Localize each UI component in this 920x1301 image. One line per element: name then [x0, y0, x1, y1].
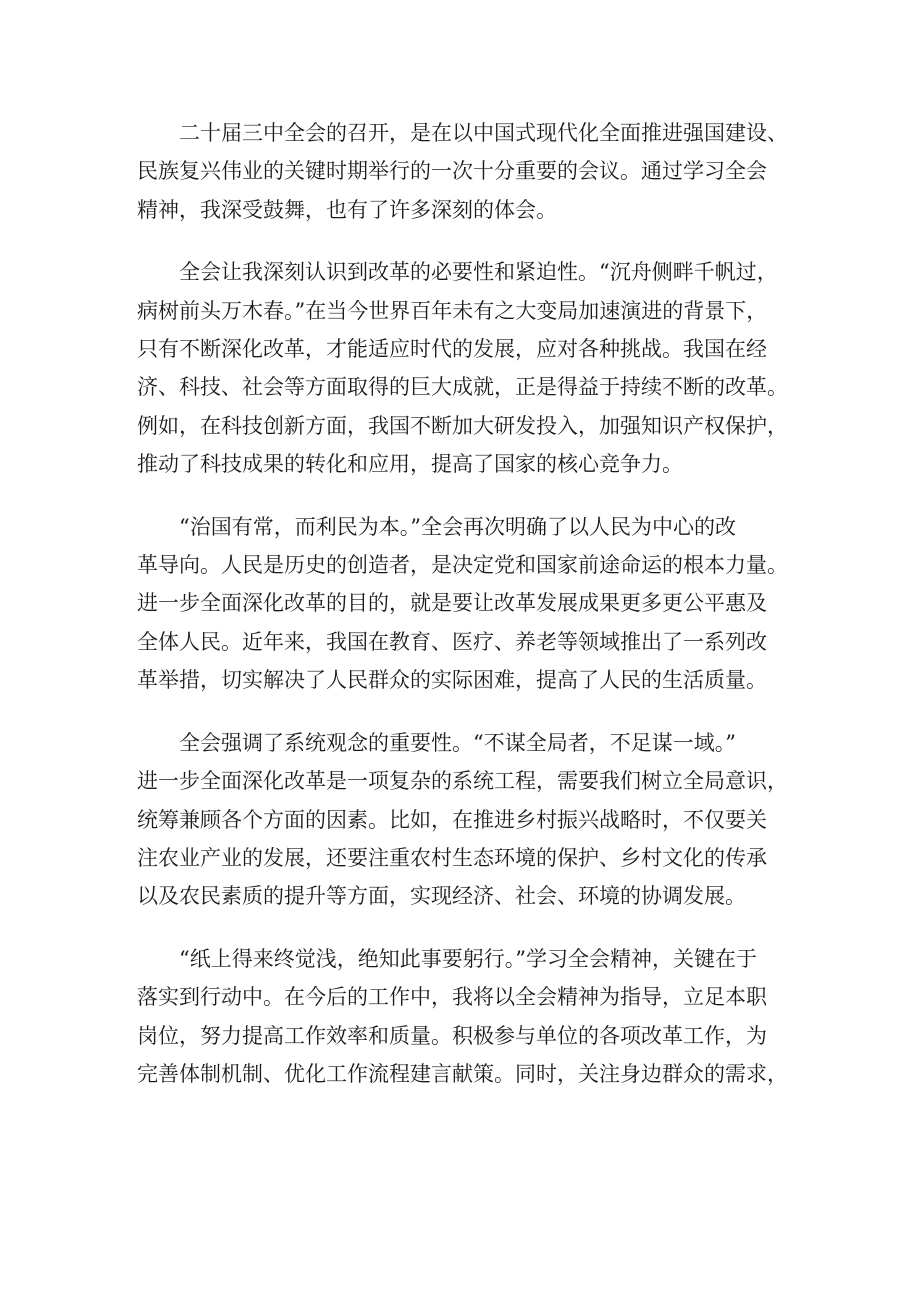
- paragraph-line: 病树前头万木春。”在当今世界百年未有之大变局加速演进的背景下，: [137, 298, 768, 323]
- paragraph-line: 进一步全面深化改革的目的，就是要让改革发展成果更多更公平惠及: [137, 591, 767, 616]
- document-body: [137, 114, 797, 1117]
- paragraph-line: 例如，在科技创新方面，我国不断加大研发投入，加强知识产权保护，: [137, 413, 788, 438]
- paragraph-5: [137, 940, 797, 1094]
- paragraph-line: 岗位，努力提高工作效率和质量。积极参与单位的各项改革工作，为: [137, 1023, 767, 1048]
- paragraph-line: 只有不断深化改革，才能适应时代的发展，应对各种挑战。我国在经: [137, 337, 767, 362]
- paragraph-line: 革导向。人民是历史的创造者，是决定党和国家前途命运的根本力量。: [137, 553, 788, 578]
- paragraph-line: “纸上得来终觉浅，绝知此事要躬行。”学习全会精神，关键在于: [179, 946, 757, 971]
- paragraph-line: “治国有常，而利民为本。”全会再次明确了以人民为中心的改: [179, 514, 736, 539]
- paragraph-2: [137, 253, 797, 483]
- paragraph-line: 完善体制机制、优化工作流程建言献策。同时，关注身边群众的需求，: [137, 1061, 788, 1086]
- paragraph-line: 民族复兴伟业的关键时期举行的一次十分重要的会议。通过学习全会: [137, 159, 767, 184]
- paragraph-line: 进一步全面深化改革是一项复杂的系统工程，需要我们树立全局意识，: [137, 769, 788, 794]
- paragraph-1: [137, 114, 797, 229]
- paragraph-line: 全会强调了系统观念的重要性。“不谋全局者，不足谋一域。”: [179, 730, 736, 755]
- paragraph-line: 推动了科技成果的转化和应用，提高了国家的核心竞争力。: [137, 452, 683, 477]
- paragraph-line: 二十届三中全会的召开，是在以中国式现代化全面推进强国建设、: [179, 121, 788, 145]
- paragraph-4: [137, 724, 797, 916]
- paragraph-line: 革举措，切实解决了人民群众的实际困难，提高了人民的生活质量。: [137, 668, 767, 693]
- paragraph-line: 精神，我深受鼓舞，也有了许多深刻的体会。: [137, 197, 557, 222]
- paragraph-line: 全体人民。近年来，我国在教育、医疗、养老等领域推出了一系列改: [137, 629, 767, 654]
- paragraph-line: 注农业产业的发展，还要注重农村生态环境的保护、乡村文化的传承: [137, 845, 767, 870]
- paragraph-3: [137, 508, 797, 700]
- paragraph-line: 以及农民素质的提升等方面，实现经济、社会、环境的协调发展。: [137, 884, 746, 909]
- paragraph-line: 统筹兼顾各个方面的因素。比如，在推进乡村振兴战略时，不仅要关: [137, 807, 767, 832]
- paragraph-line: 全会让我深刻认识到改革的必要性和紧迫性。“沉舟侧畔千帆过，: [179, 260, 778, 285]
- paragraph-line: 济、科技、社会等方面取得的巨大成就，正是得益于持续不断的改革。: [137, 375, 788, 400]
- paragraph-line: 落实到行动中。在今后的工作中，我将以全会精神为指导，立足本职: [137, 985, 767, 1010]
